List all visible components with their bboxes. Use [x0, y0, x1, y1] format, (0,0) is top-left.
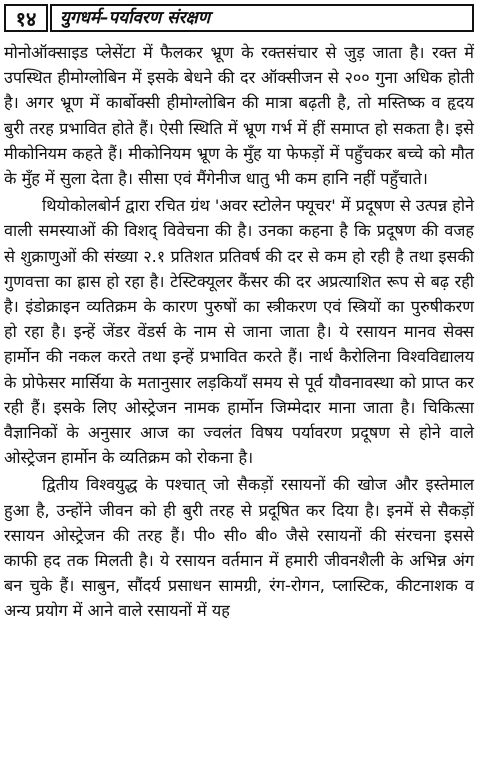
paragraph-3: द्वितीय विश्वयुद्ध के पश्चात् जो सैकड़ों रसायनों की खोज और इस्तेमाल हुआ है, उन्होंने जीवन को ही बुरी तरह से प्रदूषित कर दिया है। इनमें से सैकड़ों रसायन ओस्ट्रेजन की तरह हैं। पी० सी० बी० जैसे रसायनों की संरचना इससे काफी हद तक मिलती है। ये रसायन वर्तमान में हमारी जीवनशैली के अभिन्न अंग बन चुके हैं। साबुन, सौंदर्य प्रसाधन सामग्री, रंग-रोगन, प्लास्टिक, कीटनाशक व अन्य प्रयोग में आने वाले रसायनों में यह: [4, 475, 474, 621]
page-body: [4, 40, 474, 624]
paragraph-1: मोनोऑक्साइड प्लेसेंटा में फैलकर भ्रूण के रक्तसंचार से जुड़ जाता है। रक्त में उपस्थित हीमोग्लोबिन में इसके बेधने की दर ऑक्सीजन से २०० गुना अधिक होती है। अगर भ्रूण में कार्बोक्सी हीमोग्लोबिन की मात्रा बढ़ती है, तो मस्तिष्क व हृदय बुरी तरह प्रभावित होते हैं। ऐसी स्थिति में भ्रूण गर्भ में हीं समाप्त हो सकता है। इसे मीकोनियम कहते हैं। मीकोनियम भ्रूण के मुँह या फेफड़ों में पहुँचकर बच्चे को मौत के मुँह में सुला देता है। सीसा एवं मैंगेनीज धातु भी कम हानि नहीं पहुँचाते।: [4, 43, 474, 189]
paragraph-2: थियोकोलबोर्न द्वारा रचित ग्रंथ 'अवर स्टोलेन फ्यूचर' में प्रदूषण से उत्पन्न होने वाली समस्याओं की विशद् विवेचना की है। उनका कहना है कि प्रदूषण की वजह से शुक्राणुओं की संख्या २.१ प्रतिशत प्रतिवर्ष की दर से कम हो रही है तथा इसकी गुणवत्ता का ह्रास हो रहा है। टेस्टिक्यूलर कैंसर की दर अप्रत्याशित रूप से बढ़ रही है। इंडोक्राइन व्यतिक्रम के कारण पुरुषों का स्त्रीकरण एवं स्त्रियों का पुरुषीकरण हो रहा है। इन्हें जेंडर वेंडर्स के नाम से जाना जाता है। ये रसायन मानव सेक्स हार्मोन की नकल करते तथा इन्हें प्रभावित करते हैं। नार्थ कैरोलिना विश्वविद्यालय के प्रोफेसर मार्सिया के मतानुसार लड़कियाँ समय से पूर्व यौवनावस्था को प्राप्त कर रही हैं। इसके लिए ओस्ट्रेजन नामक हार्मोन जिम्मेदार माना जाता है। चिकित्सा वैज्ञानिकों के अनुसार आज का ज्वलंत विषय पर्यावरण प्रदूषण से होने वाले ओस्ट्रेजन हार्मोन के व्यतिक्रम को रोकना है।: [4, 196, 474, 468]
running-title: युगधर्म–पर्यावरण संरक्षण: [50, 4, 474, 32]
page-number: १४: [4, 4, 48, 32]
page-header: [4, 4, 474, 34]
